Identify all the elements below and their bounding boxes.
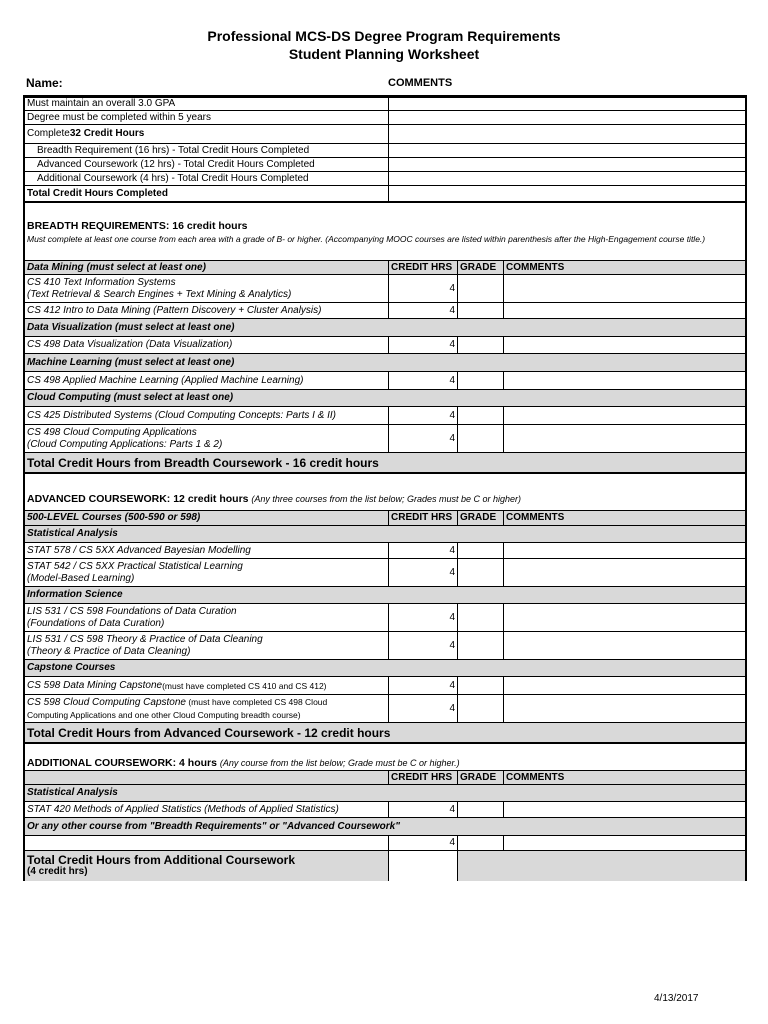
credit-cell: 4 bbox=[388, 337, 457, 353]
breadth-completed: Breadth Requirement (16 hrs) - Total Credit Hours Completed bbox=[37, 144, 310, 156]
other-course-header: Or any other course from "Breadth Requirements" or "Advanced Coursework" bbox=[27, 820, 400, 832]
total-completed: Total Credit Hours Completed bbox=[27, 187, 168, 199]
grade-cell[interactable] bbox=[457, 303, 503, 318]
table-row bbox=[25, 785, 745, 802]
advanced-completed: Advanced Coursework (12 hrs) - Total Credit Hours Completed bbox=[37, 158, 315, 170]
course-cs412: CS 412 Intro to Data Mining (Pattern Discovery + Cluster Analysis) bbox=[27, 304, 322, 316]
credit-hrs-header: CREDIT HRS bbox=[388, 261, 457, 274]
table-row bbox=[25, 372, 745, 390]
page-title: Professional MCS-DS Degree Program Requirements bbox=[207, 28, 561, 44]
comment-cell[interactable] bbox=[388, 111, 745, 124]
grade-header: GRADE bbox=[457, 511, 503, 525]
comment-cell[interactable] bbox=[388, 144, 745, 157]
table-row bbox=[25, 660, 745, 677]
table-row bbox=[25, 802, 745, 818]
breadth-note: Must complete at least one course from each area with a grade of B- or higher. (Accompanying MOOC courses are listed within parenthesis after the High-Engagement course title.) bbox=[27, 234, 706, 244]
breadth-title: BREADTH REQUIREMENTS: 16 credit hours bbox=[27, 220, 248, 232]
advanced-total: Total Credit Hours from Advanced Coursework - 12 credit hours bbox=[27, 725, 391, 740]
comments-header: COMMENTS bbox=[503, 261, 745, 274]
data-mining-header: Data Mining (must select at least one) bbox=[27, 261, 206, 273]
table-row bbox=[25, 354, 745, 372]
additional-total-credit[interactable] bbox=[388, 851, 457, 881]
course-stat542: STAT 542 / CS 5XX Practical Statistical Learning (Model-Based Learning) bbox=[27, 560, 243, 584]
table-row bbox=[25, 543, 745, 559]
comment-cell[interactable] bbox=[503, 802, 745, 817]
credit-cell: 4 bbox=[388, 372, 457, 389]
years-requirement: Degree must be completed within 5 years bbox=[27, 111, 211, 123]
table-row bbox=[25, 425, 745, 453]
grade-cell[interactable] bbox=[457, 372, 503, 389]
table-row bbox=[25, 260, 745, 275]
information-science-header: Information Science bbox=[27, 589, 123, 600]
statistical-analysis-header: Statistical Analysis bbox=[27, 787, 118, 798]
advanced-title: ADVANCED COURSEWORK: 12 credit hours (Any three courses from the list below; Grades must be C or higher) bbox=[27, 493, 522, 505]
table-row bbox=[25, 337, 745, 354]
table-row bbox=[25, 559, 745, 587]
footer-date: 4/13/2017 bbox=[654, 993, 699, 1004]
credit-requirement: Complete 32 Credit Hours bbox=[27, 128, 145, 139]
table-row bbox=[25, 275, 745, 303]
breadth-total: Total Credit Hours from Breadth Coursework - 16 credit hours bbox=[27, 455, 379, 470]
credit-cell: 4 bbox=[388, 604, 457, 631]
course-stat420: STAT 420 Methods of Applied Statistics (Methods of Applied Statistics) bbox=[27, 803, 339, 815]
advanced-section-header bbox=[25, 474, 745, 511]
table-row bbox=[25, 836, 745, 851]
table-row bbox=[25, 186, 745, 203]
course-cc-capstone: CS 598 Cloud Computing Capstone (must have completed CS 498 Cloud Computing Applications and one other Cloud Computing breadth course) bbox=[27, 697, 328, 720]
grade-cell[interactable] bbox=[457, 695, 503, 722]
credit-cell: 4 bbox=[388, 543, 457, 558]
capstone-header: Capstone Courses bbox=[27, 662, 116, 673]
table-row bbox=[25, 851, 745, 881]
comment-cell[interactable] bbox=[503, 303, 745, 318]
credit-cell: 4 bbox=[388, 425, 457, 452]
credit-cell: 4 bbox=[388, 275, 457, 302]
course-cs410: CS 410 Text Information Systems (Text Retrieval & Search Engines + Text Mining & Analytics) bbox=[27, 276, 292, 300]
comment-cell[interactable] bbox=[503, 559, 745, 586]
credit-cell: 4 bbox=[388, 677, 457, 694]
comments-label: COMMENTS bbox=[388, 77, 453, 89]
grade-header: GRADE bbox=[457, 261, 503, 274]
data-visualization-header: Data Visualization (must select at least one) bbox=[27, 321, 235, 333]
course-cs498-cc: CS 498 Cloud Computing Applications (Cloud Computing Applications: Parts 1 & 2) bbox=[27, 426, 223, 450]
credit-hrs-header: CREDIT HRS bbox=[388, 511, 457, 525]
comment-cell[interactable] bbox=[388, 186, 745, 201]
grade-cell[interactable] bbox=[457, 677, 503, 694]
additional-section-header bbox=[25, 744, 745, 770]
table-row bbox=[25, 587, 745, 604]
comments-header: COMMENTS bbox=[503, 771, 745, 784]
comment-cell[interactable] bbox=[503, 695, 745, 722]
level-500-header: 500-LEVEL Courses (500-590 or 598) bbox=[27, 512, 201, 523]
grade-cell[interactable] bbox=[457, 836, 503, 850]
table-row bbox=[25, 818, 745, 836]
comment-cell[interactable] bbox=[503, 604, 745, 631]
grade-cell[interactable] bbox=[457, 337, 503, 353]
grade-cell[interactable] bbox=[457, 407, 503, 424]
table-row bbox=[25, 390, 745, 407]
grade-cell[interactable] bbox=[457, 425, 503, 452]
comment-cell[interactable] bbox=[503, 543, 745, 558]
name-label: Name: bbox=[26, 76, 63, 90]
table-row bbox=[25, 319, 745, 337]
table-row bbox=[25, 111, 745, 125]
table-row bbox=[25, 723, 745, 744]
credit-cell: 4 bbox=[388, 632, 457, 659]
additional-title: ADDITIONAL COURSEWORK: 4 hours (Any course from the list below; Grade must be C or higher.) bbox=[27, 757, 460, 769]
comment-cell[interactable] bbox=[503, 425, 745, 452]
credit-cell: 4 bbox=[388, 303, 457, 318]
comment-cell[interactable] bbox=[503, 275, 745, 302]
machine-learning-header: Machine Learning (must select at least one) bbox=[27, 356, 235, 368]
comments-header: COMMENTS bbox=[503, 511, 745, 525]
grade-cell[interactable] bbox=[457, 559, 503, 586]
other-course-entry[interactable] bbox=[25, 836, 388, 850]
table-row bbox=[25, 303, 745, 319]
table-row bbox=[25, 632, 745, 660]
table-row bbox=[25, 770, 745, 785]
table-row bbox=[25, 695, 745, 723]
credit-cell: 4 bbox=[388, 802, 457, 817]
statistical-analysis-header: Statistical Analysis bbox=[27, 528, 118, 539]
table-row bbox=[25, 158, 745, 172]
table-row bbox=[25, 125, 745, 144]
table-row bbox=[25, 97, 745, 98]
credit-cell: 4 bbox=[388, 407, 457, 424]
cloud-computing-header: Cloud Computing (must select at least one) bbox=[27, 392, 234, 403]
table-row bbox=[25, 511, 745, 526]
additional-total-filler bbox=[457, 851, 745, 881]
comment-cell[interactable] bbox=[503, 407, 745, 424]
table-row bbox=[25, 407, 745, 425]
grade-cell[interactable] bbox=[457, 543, 503, 558]
grade-cell[interactable] bbox=[457, 802, 503, 817]
course-dm-capstone: CS 598 Data Mining Capstone (must have completed CS 410 and CS 412) bbox=[27, 679, 327, 691]
grade-cell[interactable] bbox=[457, 275, 503, 302]
comment-cell[interactable] bbox=[388, 172, 745, 185]
worksheet-table bbox=[23, 95, 747, 881]
grade-cell[interactable] bbox=[457, 604, 503, 631]
grade-cell[interactable] bbox=[457, 632, 503, 659]
credit-cell: 4 bbox=[388, 836, 457, 850]
course-stat578: STAT 578 / CS 5XX Advanced Bayesian Modelling bbox=[27, 544, 251, 556]
table-row bbox=[25, 97, 745, 111]
comment-cell[interactable] bbox=[503, 677, 745, 694]
additional-total: Total Credit Hours from Additional Coursework (4 credit hrs) bbox=[25, 851, 388, 881]
table-row bbox=[25, 453, 745, 474]
additional-completed: Additional Coursework (4 hrs) - Total Credit Hours Completed bbox=[37, 172, 309, 184]
table-row bbox=[25, 144, 745, 158]
comment-cell[interactable] bbox=[503, 337, 745, 353]
comment-cell[interactable] bbox=[388, 125, 745, 143]
course-lis531-cleaning: LIS 531 / CS 598 Theory & Practice of Data Cleaning (Theory & Practice of Data Cleaning) bbox=[27, 633, 263, 657]
grade-header: GRADE bbox=[457, 771, 503, 784]
blank-header-cell bbox=[25, 771, 388, 784]
course-cs498-dv: CS 498 Data Visualization (Data Visualization) bbox=[27, 339, 233, 350]
comment-cell[interactable] bbox=[503, 836, 745, 850]
credit-cell: 4 bbox=[388, 695, 457, 722]
comment-cell[interactable] bbox=[503, 632, 745, 659]
course-lis531-curation: LIS 531 / CS 598 Foundations of Data Curation (Foundations of Data Curation) bbox=[27, 605, 237, 629]
page-subtitle: Student Planning Worksheet bbox=[288, 46, 480, 62]
comment-cell[interactable] bbox=[503, 372, 745, 389]
table-row bbox=[25, 172, 745, 186]
comment-cell[interactable] bbox=[388, 158, 745, 171]
credit-hrs-header: CREDIT HRS bbox=[388, 771, 457, 784]
breadth-section-header bbox=[25, 203, 745, 260]
credit-cell: 4 bbox=[388, 559, 457, 586]
table-row bbox=[25, 526, 745, 543]
gpa-requirement: Must maintain an overall 3.0 GPA bbox=[27, 97, 176, 109]
table-row bbox=[25, 604, 745, 632]
course-cs425: CS 425 Distributed Systems (Cloud Computing Concepts: Parts I & II) bbox=[27, 409, 337, 421]
table-row bbox=[25, 677, 745, 695]
course-cs498-ml: CS 498 Applied Machine Learning (Applied Machine Learning) bbox=[27, 374, 304, 386]
comment-cell[interactable] bbox=[388, 97, 745, 110]
